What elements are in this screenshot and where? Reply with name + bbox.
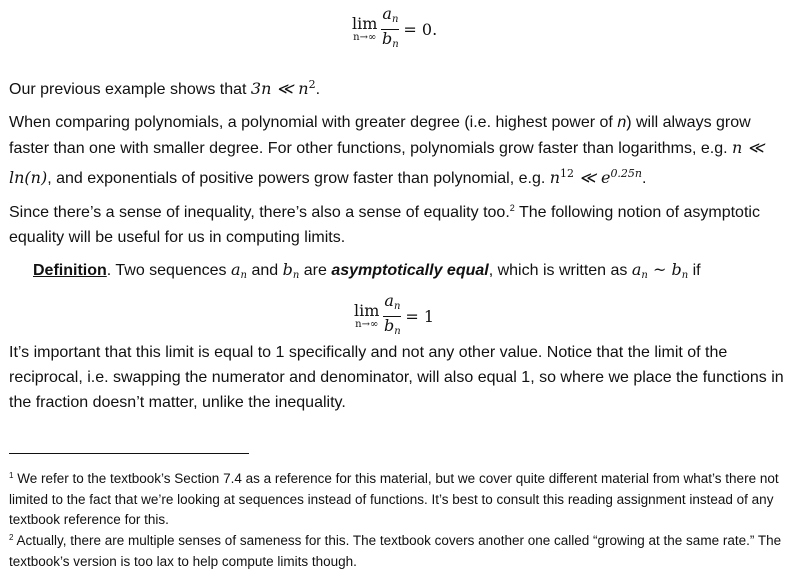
definition-label: Definition: [33, 262, 107, 279]
p1-text: Our previous example shows that: [9, 81, 251, 98]
paragraph-growth-rates: [9, 110, 794, 191]
numerator: [381, 6, 399, 30]
p2-n: n: [617, 114, 627, 131]
numerator: [383, 293, 401, 317]
denominator-symbol: b: [382, 29, 393, 48]
p3-text-a: Since there’s a sense of inequality, there’s also a sense of equality too.: [9, 204, 510, 221]
lim-subscript: n→∞: [353, 32, 377, 43]
limit-equation-zero: [352, 6, 437, 53]
denominator-subscript: n: [394, 326, 401, 337]
p4-text: It’s important that this limit is equal to 1 specifically and not any other value. Notice that the limit of the reciprocal, i.e. swapping the numerator and denominator, will also equal 1, so where we place the functions in the fraction doesn’t matter, unlike the inequality.: [9, 344, 784, 411]
numerator-subscript: n: [391, 14, 399, 25]
limit-operator: [354, 303, 379, 330]
definition-asymptotic-equality: [33, 257, 793, 288]
p2-text-c: , and exponentials of positive powers grow faster than polynomial, e.g.: [47, 170, 550, 187]
footnote-2: [9, 528, 794, 572]
limit-equation-one: [354, 293, 434, 340]
lim-word: lim: [354, 301, 380, 320]
def-are: are: [299, 262, 332, 279]
denominator-subscript: n: [392, 39, 399, 50]
paragraph-equality: [9, 196, 794, 250]
def-rel-a-subscript: n: [641, 270, 648, 281]
p2-text-a: When comparing polynomials, a polynomial with greater degree (i.e. highest power of: [9, 114, 618, 131]
p2-math-log: n ≪ ln(n): [9, 138, 765, 187]
fraction: [383, 293, 401, 340]
p2-text-b: ) will always grow faster than one with smaller degree. For other functions, polynomials grow faster than logarithms, e.g.: [9, 114, 751, 157]
def-rel-b-subscript: n: [681, 270, 689, 281]
limit-operator: [352, 16, 377, 43]
denominator: [384, 317, 401, 340]
def-tilde: ~: [647, 260, 672, 279]
def-rel-a: a: [631, 260, 642, 279]
numerator-symbol: a: [384, 291, 394, 310]
p2-end: .: [642, 170, 647, 187]
def-written: , which is written as: [488, 262, 632, 279]
lim-subscript: n→∞: [355, 319, 379, 330]
fraction: [381, 6, 399, 53]
p1-end: .: [315, 81, 321, 98]
p2-math-exp: ≪ e: [574, 168, 611, 187]
equation-rhs: = 1: [405, 307, 435, 326]
p2-exp-exponent: 0.25n: [610, 167, 643, 180]
def-bn-subscript: n: [292, 270, 300, 281]
denominator: [382, 30, 399, 53]
paragraph-example: [9, 72, 794, 102]
equation-rhs: = 0.: [403, 20, 438, 39]
p3-text-b: The following notion of asymptotic equality will be useful for us in computing limits.: [9, 204, 760, 246]
def-and: and: [247, 262, 283, 279]
footnote-1: [9, 466, 794, 531]
def-text-a: . Two sequences: [106, 262, 231, 279]
footnote-separator: [9, 453, 249, 454]
paragraph-reciprocal: [9, 340, 794, 415]
p2-poly-exponent: 12: [560, 167, 575, 180]
p2-math-poly: n: [549, 168, 561, 187]
p1-math: 3n ≪ n: [250, 79, 309, 98]
numerator-symbol: a: [382, 4, 392, 23]
def-an: a: [231, 260, 241, 279]
footnote-text: Actually, there are multiple senses of sameness for this. The textbook covers another one called “growing at the same rate.” The textbook’s version is too lax to help compute limits though.: [9, 533, 782, 569]
footnote-number: 2: [9, 533, 14, 542]
footnote-text: We refer to the textbook’s Section 7.4 as a reference for this material, but we cover quite different material from what’s there not limited to the fact that we’re looking at sequences instead of functions. It’s best to consult this reading assignment instead of any textbook reference for this.: [9, 471, 779, 527]
numerator-subscript: n: [393, 301, 401, 312]
footnote-number: 1: [9, 471, 14, 480]
footnote-ref-2[interactable]: 2: [509, 203, 515, 213]
def-an-subscript: n: [240, 270, 247, 281]
def-term-bold: asymptotically equal: [331, 262, 489, 279]
def-rel-b: b: [671, 260, 682, 279]
def-if: if: [688, 262, 701, 279]
lim-word: lim: [352, 14, 378, 33]
def-bn: b: [282, 260, 293, 279]
p1-exponent: 2: [308, 78, 316, 91]
denominator-symbol: b: [384, 316, 395, 335]
